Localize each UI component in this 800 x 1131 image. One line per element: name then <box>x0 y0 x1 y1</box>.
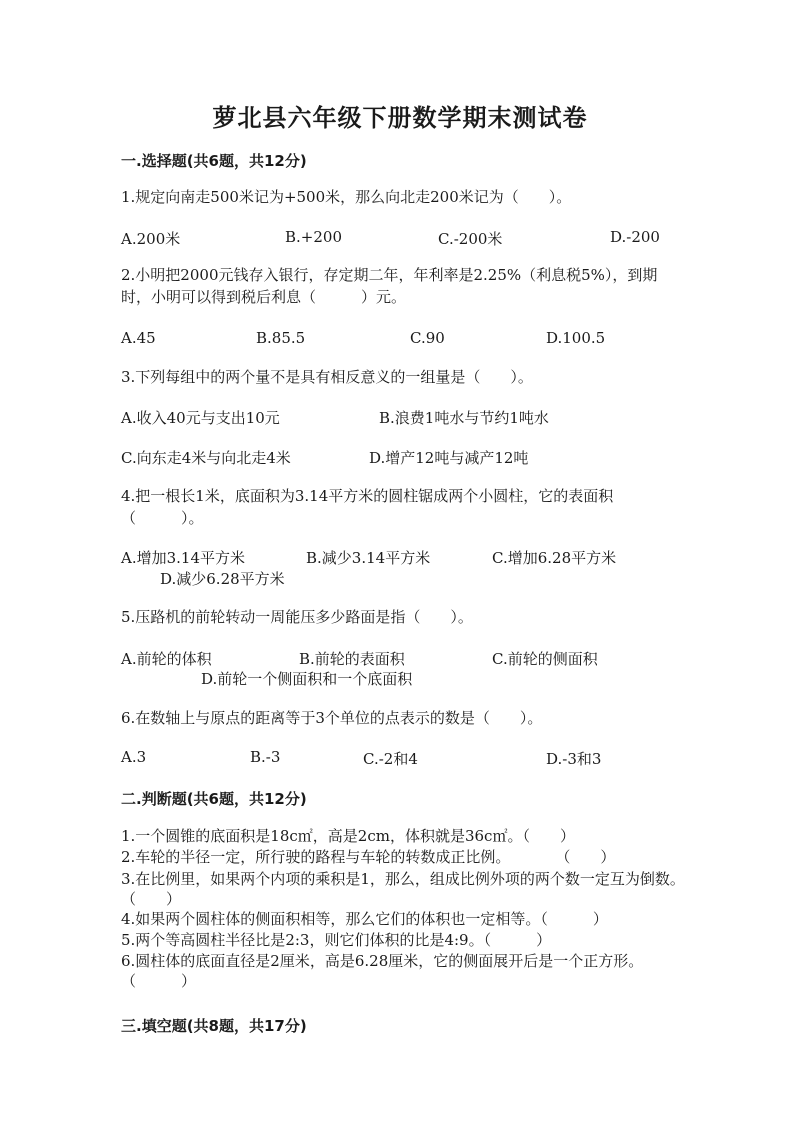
option-2a: A.45 <box>121 329 156 347</box>
option-3d: D.增产12吨与减产12吨 <box>369 449 529 467</box>
option-4c: C.增加6.28平方米 <box>492 549 617 567</box>
section-heading-choice: 一.选择题(共6题，共12分) <box>121 152 307 170</box>
option-5d: D.前轮一个侧面积和一个底面积 <box>201 670 413 688</box>
option-3b: B.浪费1吨水与节约1吨水 <box>379 409 549 427</box>
option-1d: D.-200 <box>610 228 660 246</box>
question-5: 5.压路机的前轮转动一周能压多少路面是指（ ）。 <box>121 608 473 626</box>
section-heading-judge: 二.判断题(共6题，共12分) <box>121 790 307 808</box>
option-5a: A.前轮的体积 <box>121 650 212 668</box>
option-2d: D.100.5 <box>546 329 606 347</box>
option-6a: A.3 <box>121 748 147 766</box>
option-6c: C.-2和4 <box>363 750 418 768</box>
judge-item-4: 4.如果两个圆柱体的侧面积相等，那么它们的体积也一定相等。（ ） <box>121 910 608 928</box>
option-5c: C.前轮的侧面积 <box>492 650 598 668</box>
option-6d: D.-3和3 <box>546 750 602 768</box>
option-6b: B.-3 <box>250 748 281 766</box>
judge-item-1: 1.一个圆锥的底面积是18c㎡，高是2cm，体积就是36c㎡。（ ） <box>121 827 575 845</box>
option-4b: B.减少3.14平方米 <box>306 549 431 567</box>
question-1: 1.规定向南走500米记为+500米，那么向北走200米记为（ ）。 <box>121 188 572 206</box>
option-1c: C.-200米 <box>438 230 503 248</box>
option-1b: B.+200 <box>285 228 342 246</box>
option-3a: A.收入40元与支出10元 <box>121 409 280 427</box>
judge-item-5: 5.两个等高圆柱半径比是2:3，则它们体积的比是4:9。（ ） <box>121 931 552 949</box>
option-3c: C.向东走4米与向北走4米 <box>121 449 291 467</box>
question-6: 6.在数轴上与原点的距离等于3个单位的点表示的数是（ ）。 <box>121 709 543 727</box>
option-1a: A.200米 <box>121 230 181 248</box>
option-4d: D.减少6.28平方米 <box>160 570 285 588</box>
page-title: 萝北县六年级下册数学期末测试卷 <box>212 104 588 132</box>
section-heading-fill: 三.填空题(共8题，共17分) <box>121 1017 307 1035</box>
judge-item-6: 6.圆柱体的底面直径是2厘米，高是6.28厘米，它的侧面展开后是一个正方形。（ ） <box>121 952 644 990</box>
option-5b: B.前轮的表面积 <box>299 650 405 668</box>
judge-item-3: 3.在比例里，如果两个内项的乘积是1，那么，组成比例外项的两个数一定互为倒数。 （ ） <box>121 870 723 908</box>
option-2b: B.85.5 <box>256 329 306 347</box>
question-3: 3.下列每组中的两个量不是具有相反意义的一组量是（ ）。 <box>121 368 533 386</box>
option-4a: A.增加3.14平方米 <box>121 549 245 567</box>
question-2: 2.小明把2000元钱存入银行，存定期二年，年利率是2.25%（利息税5%），到期时，小明可以得到税后利息（ ）元。 <box>121 266 658 306</box>
question-4: 4.把一根长1米，底面积为3.14平方米的圆柱锯成两个小圆柱，它的表面积（ ）。 <box>121 487 614 527</box>
option-2c: C.90 <box>410 329 445 347</box>
judge-item-2: 2.车轮的半径一定，所行驶的路程与车轮的转数成正比例。 （ ） <box>121 848 616 866</box>
